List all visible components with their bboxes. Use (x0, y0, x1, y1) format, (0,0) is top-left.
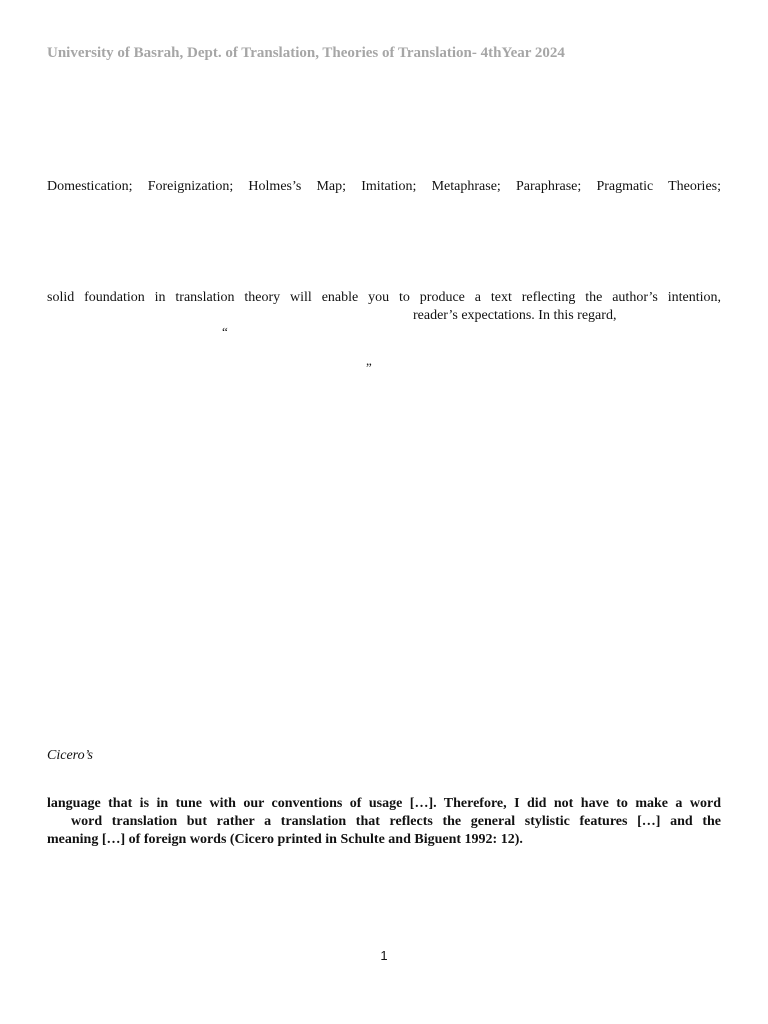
opening-quote-mark: “ (222, 324, 228, 339)
cicero-label: Cicero’s (47, 748, 93, 763)
closing-quote-mark: ” (366, 360, 372, 375)
quote-line-2: word translation but rather a translation that reflects the general stylistic features […] and the (71, 814, 721, 829)
keywords-line: Domestication; Foreignization; Holmes’s Map; Imitation; Metaphrase; Paraphrase; Pragmatic Theories; (47, 179, 721, 194)
running-header: University of Basrah, Dept. of Translation, Theories of Translation- 4thYear 2024 (47, 45, 565, 61)
cicero-quote-block (47, 795, 721, 849)
page-number: 1 (380, 948, 388, 963)
quote-line-3: meaning […] of foreign words (Cicero printed in Schulte and Biguent 1992: 12). (47, 832, 523, 847)
quote-line-1: language that is in tune with our conventions of usage […]. Therefore, I did not have to make a word (47, 796, 721, 811)
paragraph-line-1: solid foundation in translation theory will enable you to produce a text reflecting the author’s intention, (47, 290, 721, 305)
paragraph-line-2: reader’s expectations. In this regard, (413, 308, 617, 323)
